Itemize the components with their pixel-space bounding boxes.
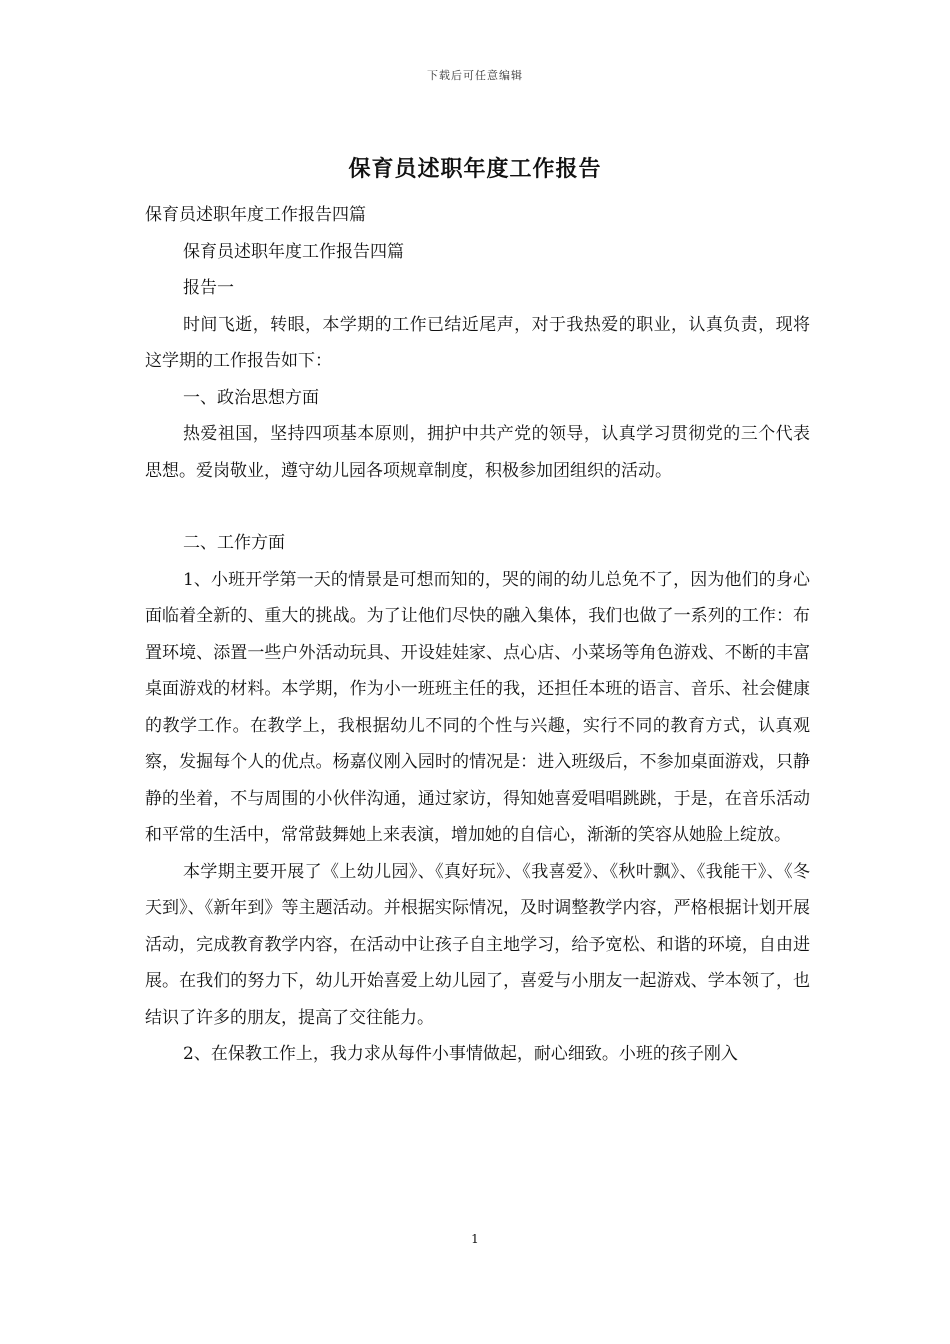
work-paragraph-2: 2、在保教工作上，我力求从每件小事情做起，耐心细致。小班的孩子刚入 <box>183 1044 738 1064</box>
header-note: 下载后可任意编辑 <box>427 69 523 82</box>
intro-paragraph: 时间飞逝，转眼，本学期的工作已结近尾声，对于我热爱的职业，认真负责，现将这学期的工作报告如下： <box>145 314 810 371</box>
political-thought-paragraph: 热爱祖国，坚持四项基本原则，拥护中共产党的领导，认真学习贯彻党的三个代表思想。爱岗敬业，遵守幼儿园各项规章制度，积极参加团组织的活动。 <box>145 424 810 481</box>
work-paragraph-1: 1、小班开学第一天的情景是可想而知的，哭的闹的幼儿总免不了，因为他们的身心面临着全新的、重大的挑战。为了让他们尽快的融入集体，我们也做了一系列的工作：布置环境、添置一些户外活动玩具、开设娃娃家、点心店、小菜场等角色游戏、不断的丰富桌面游戏的材料。本学期，作为小一班班主任的我，还担任本班的语言、音乐、社会健康的教学工作。在教学上，我根据幼儿不同的个性与兴趣，实行不同的教育方式，认真观察，发掘每个人的优点。杨嘉仪刚入园时的情况是：进入班级后，不参加桌面游戏，只静静的坐着，不与周围的小伙伴沟通，通过家访，得知她喜爱唱唱跳跳，于是，在音乐活动和平常的生活中，常常鼓舞她上来表演，增加她的自信心，渐渐的笑容从她脸上绽放。 <box>145 569 810 845</box>
document-title: 保育员述职年度工作报告 <box>348 156 602 182</box>
document-body <box>145 197 810 1073</box>
heading-political-thought: 一、政治思想方面 <box>183 387 319 408</box>
work-paragraph-themes: 本学期主要开展了《上幼儿园》、《真好玩》、《我喜爱》、《秋叶飘》、《我能干》、《冬天到》、《新年到》等主题活动。并根据实际情况，及时调整教学内容，严格根据计划开展活动，完成教育教学内容，在活动中让孩子自主地学习，给予宽松、和谐的环境，自由进展。在我们的努力下，幼儿开始喜爱上幼儿园了，喜爱与小朋友一起游戏、学本领了，也结识了许多的朋友，提高了交往能力。 <box>145 861 810 1028</box>
heading-work: 二、工作方面 <box>183 533 285 553</box>
subtitle-line: 保育员述职年度工作报告四篇 <box>145 205 366 225</box>
page-number: 1 <box>471 1232 479 1246</box>
section-label-report-one: 报告一 <box>183 278 234 298</box>
subtitle-line-indented: 保育员述职年度工作报告四篇 <box>183 241 404 262</box>
